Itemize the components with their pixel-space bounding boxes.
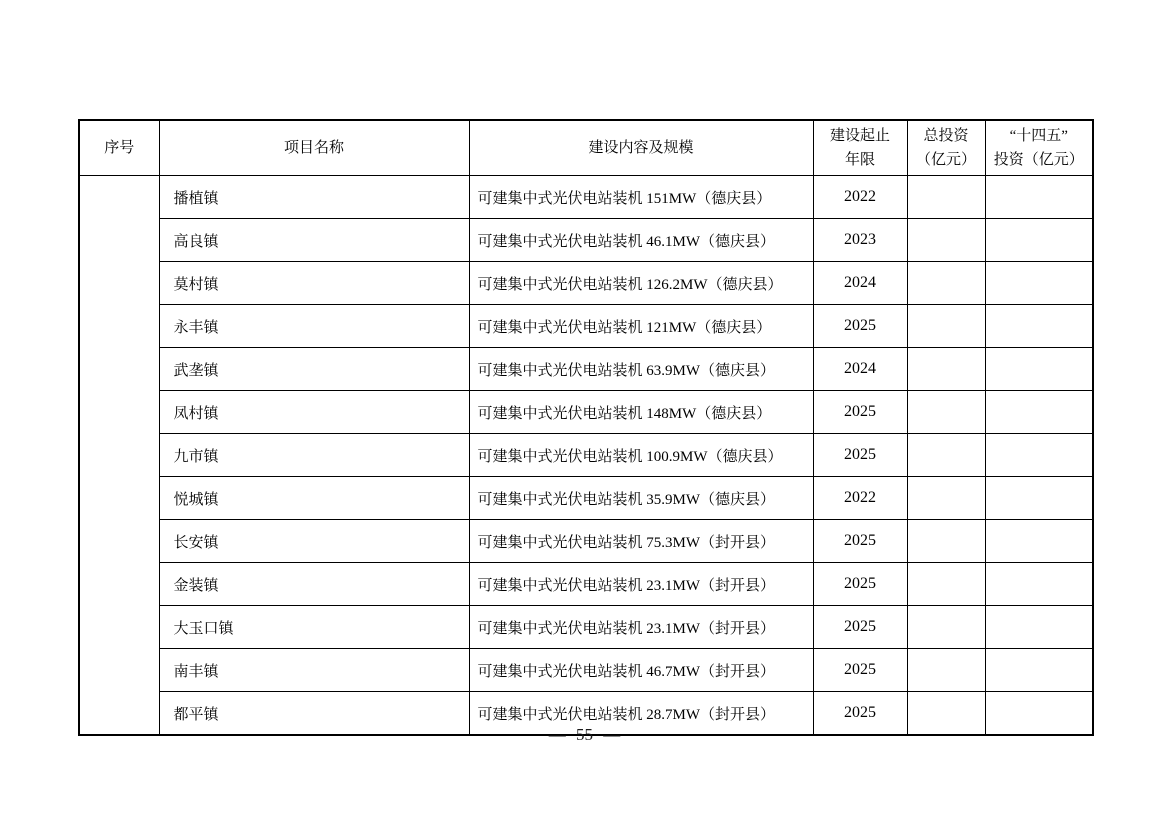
- table-row: [79, 176, 1093, 219]
- table-row: [79, 391, 1093, 434]
- total-investment-cell: [907, 262, 985, 305]
- header-content-scale: [469, 120, 813, 176]
- total-investment-cell: [907, 348, 985, 391]
- table-row: [79, 434, 1093, 477]
- years-cell: 2025: [813, 391, 907, 434]
- project-name-cell: 悦城镇: [159, 477, 469, 520]
- header-project-name: [159, 120, 469, 176]
- project-name-cell: 播植镇: [159, 176, 469, 219]
- years-cell: 2024: [813, 262, 907, 305]
- header-total-investment-line2: （亿元）: [915, 152, 976, 168]
- content-scale-cell: 可建集中式光伏电站装机 46.7MW（封开县）: [469, 649, 813, 692]
- project-name-cell: 长安镇: [159, 520, 469, 563]
- header-construction-years-line1: 建设起止: [829, 128, 890, 144]
- content-scale-cell: 可建集中式光伏电站装机 63.9MW（德庆县）: [469, 348, 813, 391]
- content-scale-cell: 可建集中式光伏电站装机 148MW（德庆县）: [469, 391, 813, 434]
- table-body: [79, 176, 1093, 736]
- header-serial: [79, 120, 159, 176]
- years-cell: 2022: [813, 176, 907, 219]
- content-scale-cell: 可建集中式光伏电站装机 75.3MW（封开县）: [469, 520, 813, 563]
- header-total-investment: [907, 120, 985, 176]
- project-name-cell: 武垄镇: [159, 348, 469, 391]
- header-serial-label: 序号: [104, 140, 135, 156]
- header-total-investment-line1: 总投资: [923, 128, 969, 144]
- years-cell: 2024: [813, 348, 907, 391]
- content-scale-cell: 可建集中式光伏电站装机 23.1MW（封开县）: [469, 563, 813, 606]
- fyp-investment-cell: [985, 305, 1093, 348]
- total-investment-cell: [907, 391, 985, 434]
- table-header: [79, 120, 1093, 176]
- table-row: [79, 606, 1093, 649]
- total-investment-cell: [907, 219, 985, 262]
- years-cell: 2023: [813, 219, 907, 262]
- serial-merged-cell: [79, 176, 159, 736]
- header-fyp-investment: [985, 120, 1093, 176]
- project-name-cell: 凤村镇: [159, 391, 469, 434]
- project-name-cell: 大玉口镇: [159, 606, 469, 649]
- years-cell: 2025: [813, 520, 907, 563]
- header-construction-years-line2: 年限: [844, 152, 875, 168]
- fyp-investment-cell: [985, 606, 1093, 649]
- content-scale-cell: 可建集中式光伏电站装机 151MW（德庆县）: [469, 176, 813, 219]
- table-row: [79, 649, 1093, 692]
- content-scale-cell: 可建集中式光伏电站装机 28.7MW（封开县）: [469, 692, 813, 736]
- content-scale-cell: 可建集中式光伏电站装机 121MW（德庆县）: [469, 305, 813, 348]
- years-cell: 2025: [813, 563, 907, 606]
- content-scale-cell: 可建集中式光伏电站装机 35.9MW（德庆县）: [469, 477, 813, 520]
- total-investment-cell: [907, 477, 985, 520]
- total-investment-cell: [907, 563, 985, 606]
- fyp-investment-cell: [985, 219, 1093, 262]
- project-name-cell: 金装镇: [159, 563, 469, 606]
- fyp-investment-cell: [985, 434, 1093, 477]
- fyp-investment-cell: [985, 348, 1093, 391]
- header-fyp-investment-line2: 投资（亿元）: [993, 152, 1084, 168]
- table-row: [79, 262, 1093, 305]
- content-scale-cell: 可建集中式光伏电站装机 46.1MW（德庆县）: [469, 219, 813, 262]
- fyp-investment-cell: [985, 176, 1093, 219]
- content-scale-cell: 可建集中式光伏电站装机 100.9MW（德庆县）: [469, 434, 813, 477]
- project-name-cell: 都平镇: [159, 692, 469, 736]
- table-row: [79, 348, 1093, 391]
- table-row: [79, 563, 1093, 606]
- table-row: [79, 477, 1093, 520]
- total-investment-cell: [907, 649, 985, 692]
- fyp-investment-cell: [985, 391, 1093, 434]
- project-name-cell: 高良镇: [159, 219, 469, 262]
- fyp-investment-cell: [985, 477, 1093, 520]
- header-fyp-investment-line1: “十四五”: [1009, 128, 1068, 144]
- content-scale-cell: 可建集中式光伏电站装机 126.2MW（德庆县）: [469, 262, 813, 305]
- header-project-name-label: 项目名称: [283, 140, 344, 156]
- header-content-scale-label: 建设内容及规模: [588, 140, 694, 156]
- fyp-investment-cell: [985, 563, 1093, 606]
- project-name-cell: 九市镇: [159, 434, 469, 477]
- total-investment-cell: [907, 305, 985, 348]
- project-name-cell: 南丰镇: [159, 649, 469, 692]
- table-row: [79, 305, 1093, 348]
- total-investment-cell: [907, 606, 985, 649]
- years-cell: 2025: [813, 649, 907, 692]
- table-header-row: [79, 120, 1093, 176]
- total-investment-cell: [907, 520, 985, 563]
- fyp-investment-cell: [985, 262, 1093, 305]
- years-cell: 2025: [813, 692, 907, 736]
- years-cell: 2025: [813, 434, 907, 477]
- table-row: [79, 520, 1093, 563]
- years-cell: 2025: [813, 305, 907, 348]
- total-investment-cell: [907, 176, 985, 219]
- fyp-investment-cell: [985, 520, 1093, 563]
- table-row: [79, 219, 1093, 262]
- years-cell: 2025: [813, 606, 907, 649]
- content-scale-cell: 可建集中式光伏电站装机 23.1MW（封开县）: [469, 606, 813, 649]
- page-number: — 55 —: [548, 725, 621, 744]
- project-name-cell: 莫村镇: [159, 262, 469, 305]
- header-construction-years: [813, 120, 907, 176]
- project-name-cell: 永丰镇: [159, 305, 469, 348]
- fyp-investment-cell: [985, 649, 1093, 692]
- project-table: [78, 119, 1094, 736]
- total-investment-cell: [907, 434, 985, 477]
- years-cell: 2022: [813, 477, 907, 520]
